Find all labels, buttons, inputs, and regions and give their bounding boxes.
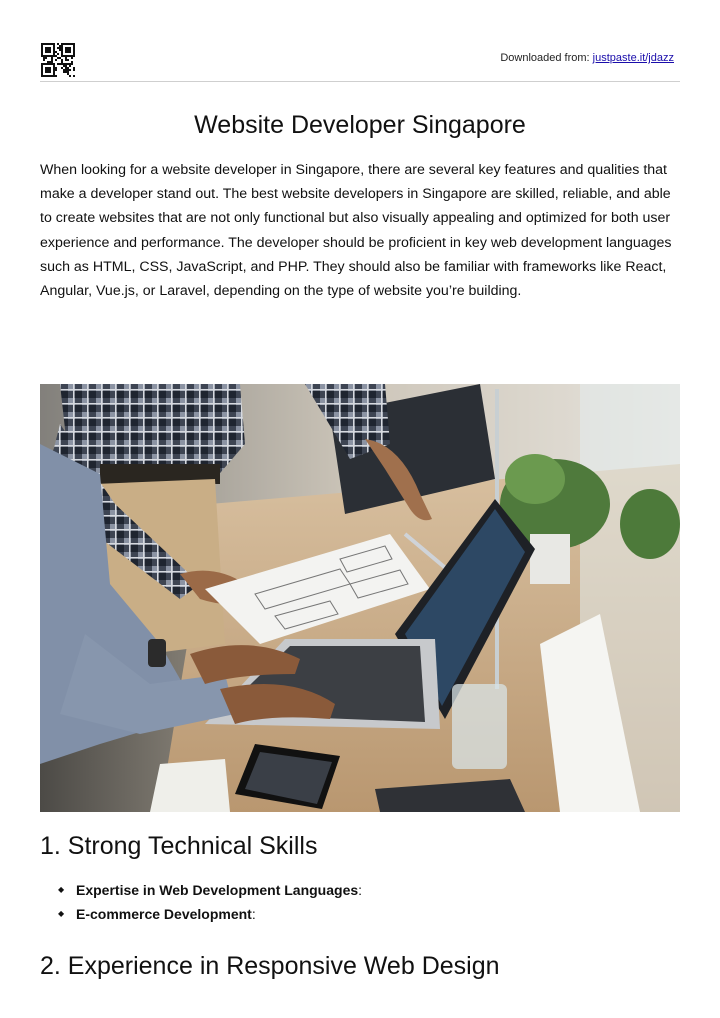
office-photo (40, 384, 680, 812)
section-1-heading: 1. Strong Technical Skills (40, 832, 318, 860)
header-divider (40, 81, 680, 82)
list-item-suffix: : (358, 882, 363, 898)
section-1-list (58, 878, 362, 926)
download-prefix: Downloaded from: (500, 52, 590, 64)
source-link[interactable]: justpaste.it/jdazz (592, 52, 674, 64)
list-item-suffix: : (251, 906, 256, 922)
page-title: Website Developer Singapore (194, 111, 526, 139)
section-2-heading: 2. Experience in Responsive Web Design (40, 952, 500, 980)
intro-paragraph: When looking for a website developer in Singapore, there are several key features and qualities that make a developer stand out. The best website developers in Singapore are skilled, reliable, and able to create websites that are not only functional but also visually appealing and optimized for both user experience and performance. The developer should be proficient in key web development languages such as HTML, CSS, JavaScript, and PHP. They should also be familiar with frameworks like React, Angular, Vue.js, or Laravel, depending on the type of website you’re building. (40, 162, 672, 300)
list-item-label: E-commerce Development (76, 906, 252, 922)
list-item-label: Expertise in Web Development Languages (76, 882, 359, 898)
download-source (500, 52, 674, 64)
list-item (58, 878, 362, 902)
office-photo-illustration (40, 384, 680, 812)
qr-code-icon (41, 43, 75, 77)
list-item (58, 902, 362, 926)
